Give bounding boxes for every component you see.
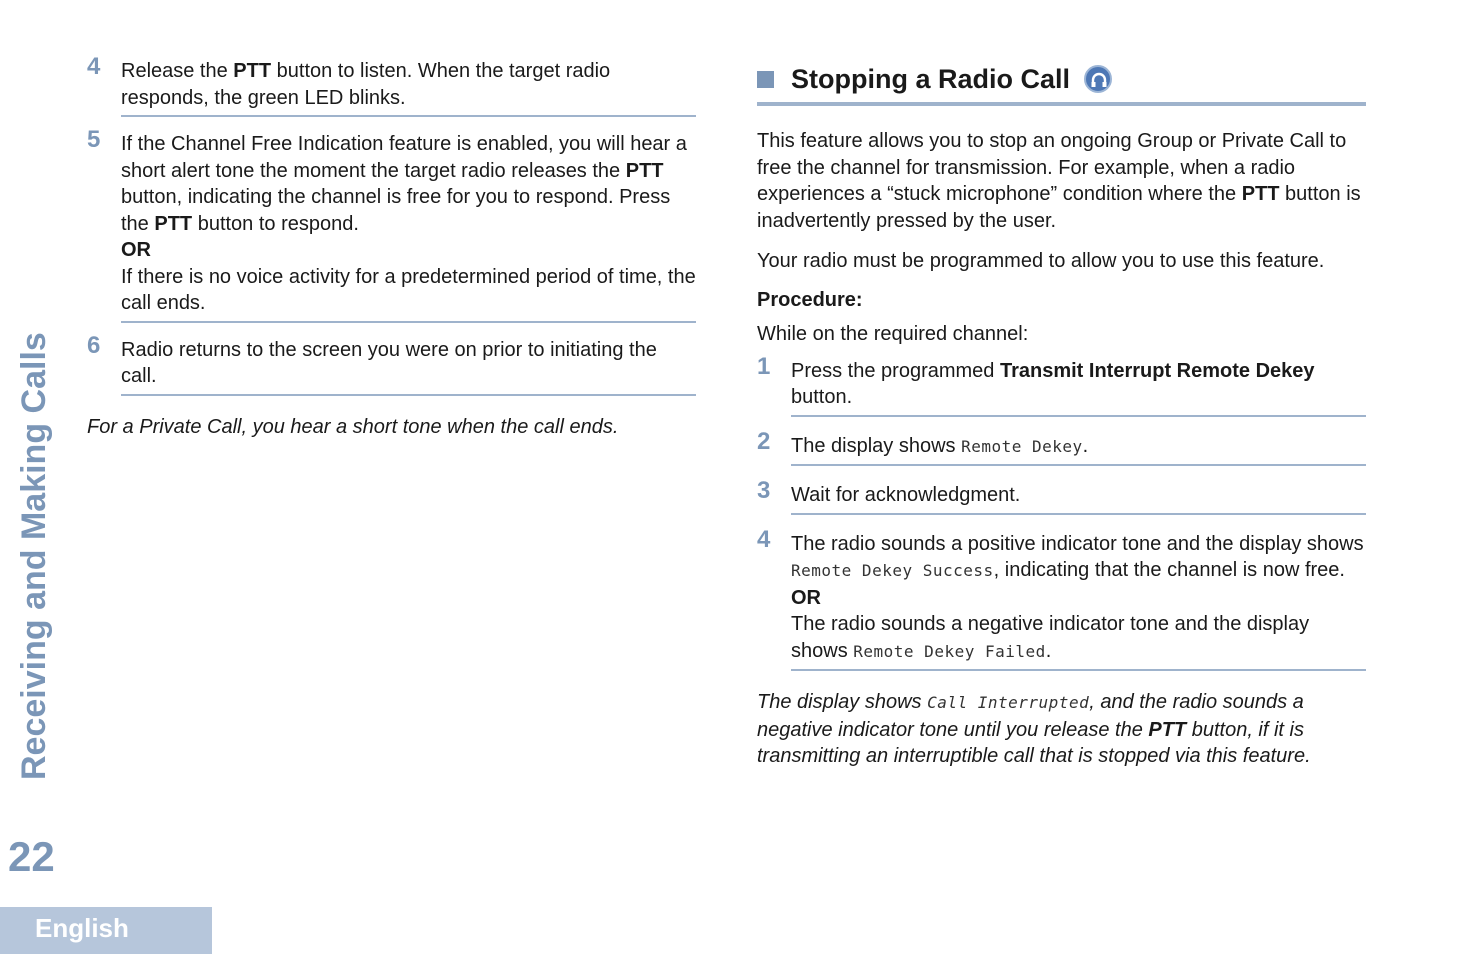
step-number: 4 (757, 525, 771, 553)
step-text: Wait for acknowledgment. (791, 482, 1366, 515)
step-2 (757, 427, 1366, 467)
procedure-intro: While on the required channel: (757, 323, 1029, 345)
step-3 (757, 477, 1366, 515)
display-text: Call Interrupted (927, 693, 1090, 712)
step-6 (87, 331, 696, 396)
procedure-label: Procedure: (757, 288, 863, 311)
section-title-vertical: Receiving and Making Calls (15, 332, 53, 780)
step-text: Radio returns to the screen you were on prior to initiating the call. (121, 337, 696, 396)
step-text: If the Channel Free Indication feature is enabled, you will hear a short alert tone the moment the target radio releases the PTT button, indicating the channel is free for you to respond. Press the PTT button to respond. OR If there is no voice activity for a predetermined period of time, the call ends. (121, 131, 696, 323)
step-1 (757, 352, 1366, 417)
step-number: 3 (757, 477, 771, 504)
page-number: 22 (8, 833, 55, 880)
or-label: OR (121, 239, 151, 261)
private-call-note: For a Private Call, you hear a short tone when the call ends. (87, 415, 619, 438)
language-label: English (35, 913, 129, 943)
section-heading (757, 62, 1366, 106)
step-4 (757, 525, 1366, 672)
step-4 (87, 53, 696, 117)
left-column (87, 53, 696, 440)
programming-note: Your radio must be programmed to allow you to use this feature. (757, 250, 1325, 272)
step-text: Press the programmed Transmit Interrupt Remote Dekey button. (791, 358, 1366, 417)
heading-bullet-icon (757, 71, 774, 88)
step-number: 5 (87, 126, 101, 153)
or-label: OR (791, 586, 821, 609)
step-5 (87, 126, 696, 323)
step-number: 2 (757, 427, 771, 455)
feature-intro: This feature allows you to stop an ongoing Group or Private Call to free the channel for transmission. For example, when a radio experiences a “stuck microphone” condition where the PTT button is inadvertently pressed by the user. (757, 130, 1361, 232)
step-text: The display shows Remote Dekey. (791, 433, 1366, 467)
step-text: The radio sounds a positive indicator tone and the display shows Remote Dekey Success, indicating that the channel is now free. OR The radio sounds a negative indicator tone and the display shows Remote Dekey Failed. (791, 531, 1366, 672)
display-text: Remote Dekey Failed (853, 641, 1046, 661)
step-number: 4 (87, 53, 101, 80)
display-text: Remote Dekey (961, 436, 1083, 456)
procedure-steps (757, 352, 1366, 672)
heading-title: Stopping a Radio Call (791, 64, 1071, 94)
right-column (757, 58, 1366, 770)
display-text: Remote Dekey Success (791, 561, 994, 580)
call-interrupted-note: The display shows Call Interrupted, and the radio sounds a negative indicator tone until you release the PTT button, if it is transmitting an interruptible call that is stopped via this feature. (757, 691, 1311, 767)
feature-availability-icon (1084, 65, 1112, 93)
language-tab (0, 907, 212, 954)
step-number: 6 (87, 331, 101, 359)
step-number: 1 (757, 352, 771, 380)
step-text: Release the PTT button to listen. When the target radio responds, the green LED blinks. (121, 58, 696, 117)
